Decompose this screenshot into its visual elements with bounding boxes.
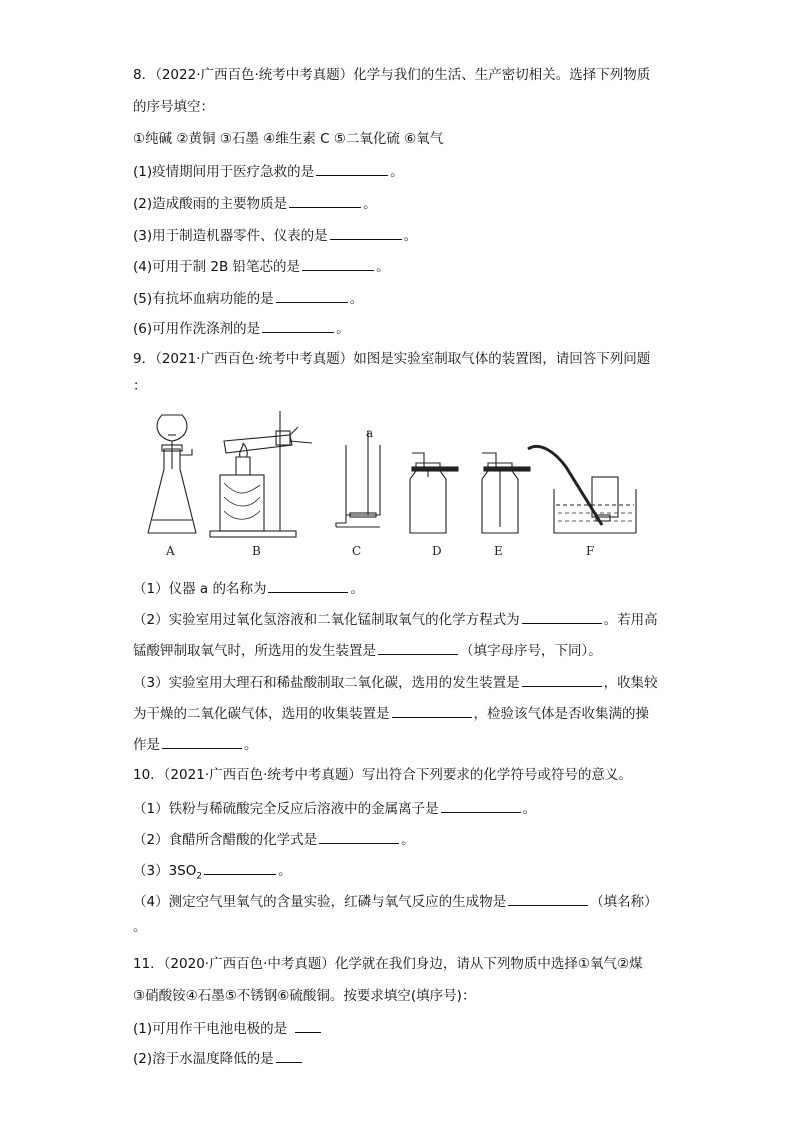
q11-sub-2: [133, 1048, 304, 1068]
period: 。: [401, 832, 415, 848]
period: 。: [349, 291, 364, 307]
q9-sub-3b: [133, 703, 649, 723]
answer-blank[interactable]: [276, 1048, 302, 1063]
answer-blank[interactable]: [522, 609, 602, 624]
fig-label-d: D: [432, 544, 442, 558]
q10-sub-2: [133, 829, 415, 849]
q10-sub-4-text: （4）测定空气里氧气的含量实验，红磷与氧气反应的生成物是: [133, 894, 507, 910]
q11-sub-1-text: (1)可用作干电池电极的是: [133, 1021, 288, 1037]
q9-sub-2-text2: 锰酸钾制取氧气时，所选用的发生装置是: [133, 643, 376, 659]
q10-sub-3-text: （3）3SO: [133, 863, 197, 879]
q9-sub-3-cont2: ，检验该气体是否收集满的操: [473, 706, 649, 722]
answer-blank[interactable]: [162, 734, 242, 749]
q9-sub-2-note: （填字母序号，下同）。: [460, 643, 602, 659]
q9-heading: 9．（2021·广西百色·统考中考真题）如图是实验室制取气体的装置图，请回答下列问题: [133, 351, 651, 367]
fig-label-e: E: [494, 544, 503, 558]
q10-sub-4: [133, 891, 658, 911]
answer-blank[interactable]: [289, 193, 361, 208]
apparatus-drawing: [140, 405, 640, 565]
fig-label-f: F: [586, 544, 595, 558]
q11-sub-1: [133, 1018, 323, 1038]
q9-sub-2b: [133, 640, 602, 660]
q9-sub-3-cont: ，收集较: [603, 675, 658, 691]
q10-sub-3: [133, 860, 292, 886]
apparatus-c: [336, 431, 380, 527]
apparatus-a: [148, 415, 196, 533]
q8-heading: 8．（2022·广西百色·统考中考真题）化学与我们的生活、生产密切相关。选择下列物质: [133, 67, 651, 83]
apparatus-b: [210, 411, 312, 537]
answer-blank[interactable]: [276, 288, 348, 303]
answer-blank[interactable]: [268, 578, 348, 593]
q9-sub-2-cont: 。若用高: [603, 612, 658, 628]
period: 。: [522, 801, 537, 817]
q9-sub-2: [133, 609, 658, 629]
apparatus-e: [482, 453, 530, 533]
apparatus-f: [528, 446, 636, 533]
period: 。: [278, 863, 292, 879]
answer-blank[interactable]: [522, 672, 602, 687]
answer-blank[interactable]: [204, 860, 276, 875]
q10-heading: 10．（2021·广西百色·统考中考真题）写出符合下列要求的化学符号或符号的意义。: [133, 767, 632, 783]
q8-item-6-text: (6)可用作洗涤剂的是: [133, 321, 261, 337]
q8-item-5: [133, 288, 363, 308]
fig-label-a: A: [166, 544, 175, 558]
q8-item-6: [133, 318, 350, 338]
q8-item-2: [133, 193, 377, 213]
q9-sub-1: [133, 578, 364, 598]
q10-sub-2-text: （2）食醋所含醋酸的化学式是: [133, 832, 318, 848]
q8-item-4: [133, 256, 390, 276]
fig-label-c: C: [352, 544, 362, 558]
q8-item-2-text: (2)造成酸雨的主要物质是: [133, 196, 288, 212]
q9-sub-3: [133, 672, 658, 692]
q10-sub-1: [133, 798, 536, 818]
q11-heading-cont: ③硝酸铵④石墨⑤不锈钢⑥硫酸铜。按要求填空(填序号)：: [133, 988, 476, 1004]
period: 。: [403, 228, 418, 244]
apparatus-figure: [140, 405, 640, 565]
q11-heading: 11．（2020·广西百色·中考真题）化学就在我们身边，请从下列物质中选择①氧气②煤: [133, 956, 643, 972]
period: 。: [336, 321, 350, 337]
q8-item-4-text: (4)可用于制 2B 铅笔芯的是: [133, 259, 301, 275]
q9-sub-2-text: （2）实验室用过氧化氢溶液和二氧化锰制取氧气的化学方程式为: [133, 612, 520, 628]
answer-blank[interactable]: [378, 640, 458, 655]
q9-sub-3-text: （3）实验室用大理石和稀盐酸制取二氧化碳，选用的发生装置是: [133, 675, 520, 691]
q8-item-3-text: (3)用于制造机器零件、仪表的是: [133, 228, 328, 244]
answer-blank[interactable]: [441, 798, 521, 813]
q9-sub-3-text2: 为干燥的二氧化碳气体，选用的收集装置是: [133, 706, 390, 722]
q9-sub-3-text3: 作是: [133, 737, 160, 753]
q8-heading-cont: 的序号填空：: [133, 99, 214, 115]
q8-item-1-text: (1)疫情期间用于医疗急救的是: [133, 164, 315, 180]
fig-label-b: B: [252, 544, 261, 558]
answer-blank[interactable]: [295, 1018, 321, 1033]
q8-item-5-text: (5)有抗坏血病功能的是: [133, 291, 274, 307]
q9-sub-1-text: （1）仪器 a 的名称为: [133, 581, 267, 597]
q10-sub-4-note: （填名称）: [590, 894, 658, 910]
answer-blank[interactable]: [319, 829, 399, 844]
apparatus-d: [410, 453, 458, 533]
answer-blank[interactable]: [392, 703, 472, 718]
answer-blank[interactable]: [262, 318, 334, 333]
subscript: 2: [196, 871, 203, 882]
answer-blank[interactable]: [302, 256, 374, 271]
period: 。: [350, 581, 364, 597]
q9-heading-cont: ：: [133, 378, 147, 394]
q10-sub-1-text: （1）铁粉与稀硫酸完全反应后溶液中的金属离子是: [133, 801, 439, 817]
period: 。: [376, 259, 390, 275]
q8-item-3: [133, 225, 417, 245]
q9-sub-3c: [133, 734, 258, 754]
q11-sub-2-text: (2)溶于水温度降低的是: [133, 1051, 274, 1067]
period: 。: [363, 196, 377, 212]
answer-blank[interactable]: [316, 161, 388, 176]
q8-options: ①纯碱 ②黄铜 ③石墨 ④维生素 C ⑤二氧化硫 ⑥氧气: [133, 131, 444, 147]
q10-sub-4-end: 。: [133, 919, 147, 935]
period: 。: [244, 737, 258, 753]
fig-label-instrument-a: a: [366, 426, 374, 440]
answer-blank[interactable]: [330, 225, 402, 240]
q8-item-1: [133, 161, 404, 181]
answer-blank[interactable]: [508, 891, 588, 906]
period: 。: [390, 164, 404, 180]
